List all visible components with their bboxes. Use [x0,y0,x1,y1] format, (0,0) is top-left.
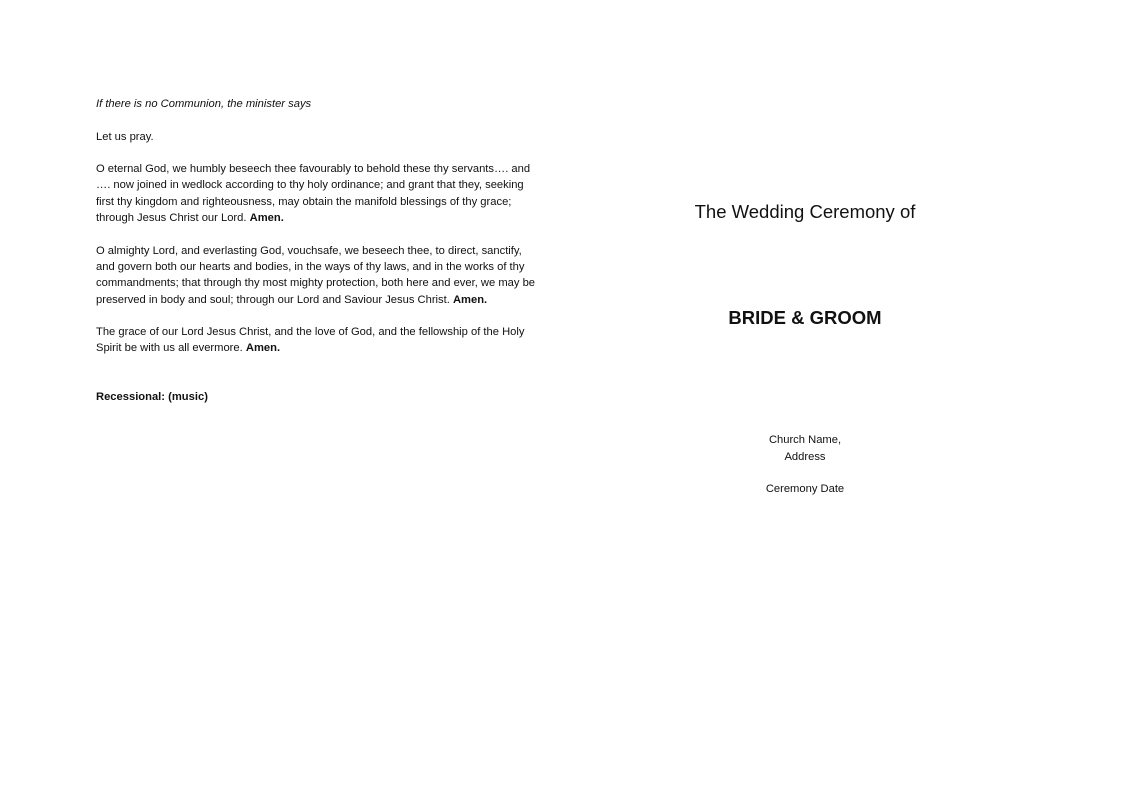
prayer-1-text: O eternal God, we humbly beseech thee favourably to behold these thy servants…. and …. now joined in wedlock according to thy holy ordinance; and grant that they, seeking first thy kingdom and righteousness, may obtain the manifold blessings of thy grace; through Jesus Christ our Lord. [96,163,531,225]
amen-3: Amen. [245,342,281,355]
prayer-paragraph-2 [96,243,536,308]
grace-paragraph [96,324,536,357]
ceremony-date: Ceremony Date [765,483,845,495]
church-name: Church Name, [768,434,842,446]
amen-1: Amen. [249,212,284,225]
venue-block [600,432,1010,498]
cover-title: The Wedding Ceremony of [694,201,916,222]
church-address: Address [784,450,826,463]
service-text-page [96,96,536,421]
couple-names: BRIDE & GROOM [728,307,882,328]
prayer-2-text: O almighty Lord, and everlasting God, vouchsafe, we beseech thee, to direct, sanctify, and govern both our hearts and bodies, in the ways of thy laws, and in the works of thy commandments; that through thy most mighty protection, both here and ever, we may be preserved in body and soul; through our Lord and Saviour Jesus Christ. [96,244,536,306]
amen-2: Amen. [452,293,488,306]
grace-text: The grace of our Lord Jesus Christ, and the love of God, and the fellowship of the Holy Spirit be with us all evermore. [96,326,525,355]
let-us-pray-text: Let us pray. [96,130,154,143]
prayer-paragraph-1 [96,161,536,226]
rubric-note: If there is no Communion, the minister says [96,98,312,110]
cover-page [600,198,1010,498]
recessional-line: Recessional: (music) [96,390,208,403]
